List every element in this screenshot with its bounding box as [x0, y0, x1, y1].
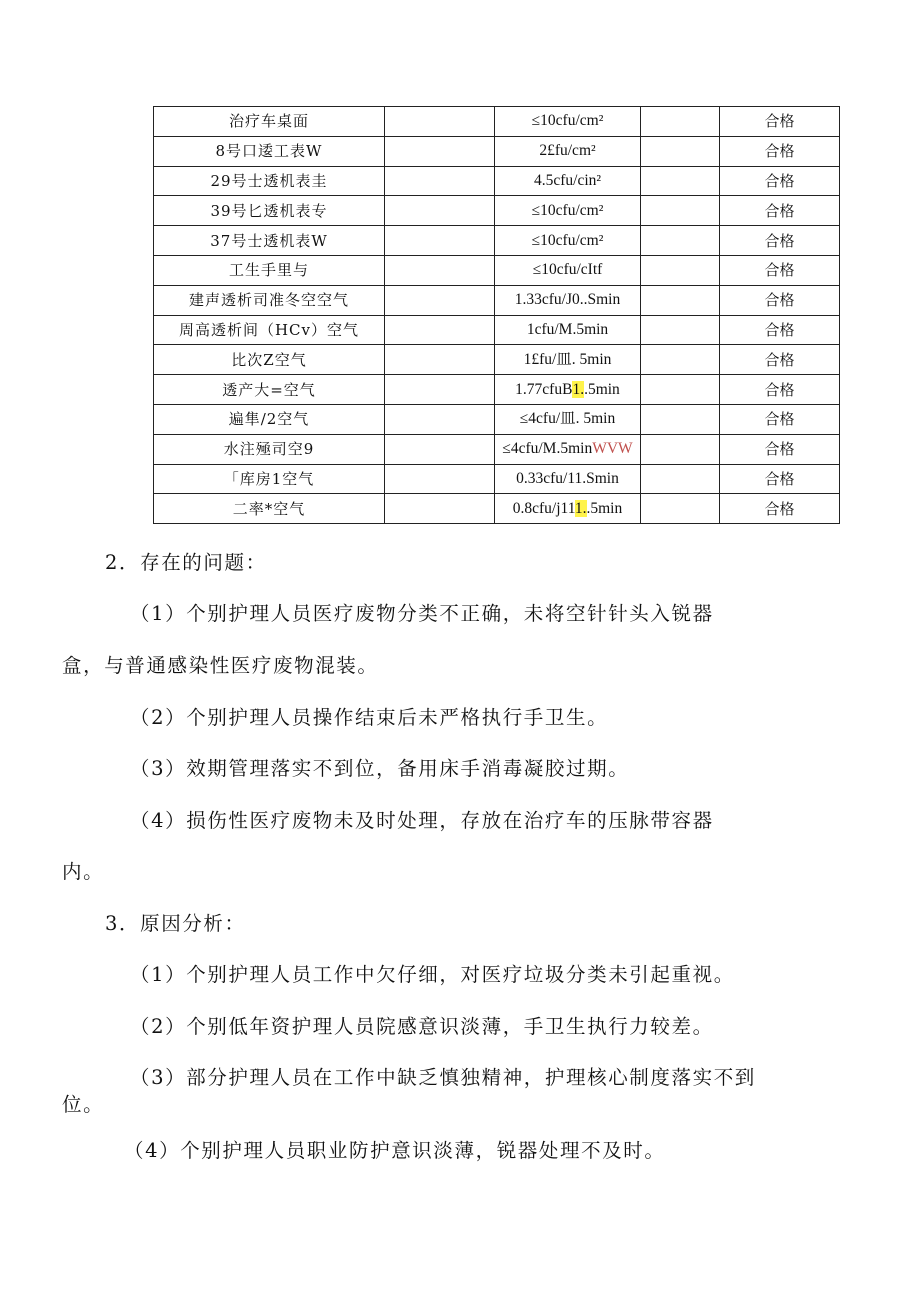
value-cell [495, 434, 641, 464]
table-row [154, 107, 840, 137]
result-cell: 合格 [720, 226, 840, 256]
table-row [154, 226, 840, 256]
value-cell: ≤10cfu/cm² [495, 107, 641, 137]
result-cell: 合格 [720, 196, 840, 226]
table-row [154, 404, 840, 434]
value-cell: ≤10cfu/cItf [495, 255, 641, 285]
empty-cell [641, 285, 720, 315]
cause-paragraph: （1）个别护理人员工作中欠仔细，对医疗垃圾分类未引起重视。 [130, 963, 735, 986]
item-cell: 「库房1空气 [154, 464, 385, 494]
table-row [154, 464, 840, 494]
value-cell: 1£fu/皿. 5min [495, 345, 641, 375]
empty-cell [385, 345, 495, 375]
item-cell: 39号匕透机表专 [154, 196, 385, 226]
empty-cell [385, 136, 495, 166]
result-cell: 合格 [720, 107, 840, 137]
value-cell: ≤10cfu/cm² [495, 196, 641, 226]
cause-paragraph: 位。 [62, 1093, 105, 1116]
item-cell: 周高透析间（HCv）空气 [154, 315, 385, 345]
highlight-mark: 1. [572, 380, 585, 398]
table-row [154, 196, 840, 226]
problem-paragraph: （4）损伤性医疗废物未及时处理，存放在治疗车的压脉带容器 [130, 809, 714, 832]
inspection-results-table [153, 106, 840, 524]
value-cell [495, 494, 641, 524]
red-mark: WVW [592, 440, 633, 458]
cause-paragraph: （3）部分护理人员在工作中缺乏慎独精神，护理核心制度落实不到 [130, 1066, 756, 1089]
empty-cell [385, 434, 495, 464]
table-row [154, 255, 840, 285]
result-cell: 合格 [720, 434, 840, 464]
item-cell: 工生手里与 [154, 255, 385, 285]
table-row [154, 494, 840, 524]
empty-cell [641, 464, 720, 494]
value-cell: ≤4cfu/皿. 5min [495, 404, 641, 434]
result-cell: 合格 [720, 375, 840, 405]
table-body [154, 107, 840, 524]
empty-cell [385, 464, 495, 494]
table-row [154, 345, 840, 375]
table-row [154, 166, 840, 196]
value-cell: 0.33cfu/11.Smin [495, 464, 641, 494]
problem-paragraph: （1）个别护理人员医疗废物分类不正确，未将空针针头入锐器 [130, 602, 714, 625]
empty-cell [385, 226, 495, 256]
result-cell: 合格 [720, 464, 840, 494]
result-cell: 合格 [720, 255, 840, 285]
empty-cell [641, 136, 720, 166]
empty-cell [641, 375, 720, 405]
empty-cell [385, 375, 495, 405]
value-cell: 1.33cfu/J0..Smin [495, 285, 641, 315]
table-row [154, 315, 840, 345]
empty-cell [385, 196, 495, 226]
item-cell: 建声透析司准冬空空气 [154, 285, 385, 315]
item-cell: 二率*空气 [154, 494, 385, 524]
empty-cell [641, 494, 720, 524]
problems-heading: 2．存在的问题： [105, 551, 267, 574]
item-cell: 透产大=空气 [154, 375, 385, 405]
empty-cell [385, 404, 495, 434]
item-cell: 29号士透机表圭 [154, 166, 385, 196]
cause-paragraph: （4）个别护理人员职业防护意识淡薄，锐器处理不及时。 [124, 1139, 666, 1162]
empty-cell [641, 434, 720, 464]
cause-paragraph: （2）个别低年资护理人员院感意识淡薄，手卫生执行力较差。 [130, 1015, 714, 1038]
result-cell: 合格 [720, 315, 840, 345]
empty-cell [641, 315, 720, 345]
result-cell: 合格 [720, 285, 840, 315]
result-cell: 合格 [720, 345, 840, 375]
causes-heading: 3．原因分析： [105, 912, 246, 935]
empty-cell [641, 404, 720, 434]
value-cell: ≤10cfu/cm² [495, 226, 641, 256]
item-cell: 水注殛司空9 [154, 434, 385, 464]
value-text: 1.77cfuB [515, 380, 573, 398]
item-cell: 37号士透机表W [154, 226, 385, 256]
value-text: .5min [586, 499, 623, 517]
value-text: 0.8cfu/j11 [512, 499, 575, 517]
problem-paragraph: 盒，与普通感染性医疗废物混装。 [62, 654, 379, 677]
empty-cell [385, 166, 495, 196]
empty-cell [641, 196, 720, 226]
empty-cell [385, 285, 495, 315]
table-row [154, 375, 840, 405]
value-cell [495, 375, 641, 405]
empty-cell [385, 315, 495, 345]
problem-paragraph: （3）效期管理落实不到位，备用床手消毒凝胶过期。 [130, 757, 630, 780]
table-row [154, 285, 840, 315]
value-text: .5min [584, 380, 620, 398]
empty-cell [641, 345, 720, 375]
value-text: ≤4cfu/M.5min [502, 440, 593, 458]
table-row [154, 136, 840, 166]
result-cell: 合格 [720, 166, 840, 196]
empty-cell [385, 255, 495, 285]
item-cell: 比次Z空气 [154, 345, 385, 375]
result-cell: 合格 [720, 404, 840, 434]
empty-cell [641, 166, 720, 196]
value-cell: 2£fu/cm² [495, 136, 641, 166]
empty-cell [385, 494, 495, 524]
highlight-mark: 1. [574, 499, 587, 517]
value-cell: 4.5cfu/cin² [495, 166, 641, 196]
result-cell: 合格 [720, 494, 840, 524]
empty-cell [641, 255, 720, 285]
table-row [154, 434, 840, 464]
item-cell: 8号口逶工表W [154, 136, 385, 166]
empty-cell [641, 226, 720, 256]
problem-paragraph: 内。 [62, 860, 105, 883]
value-cell: 1cfu/M.5min [495, 315, 641, 345]
empty-cell [641, 107, 720, 137]
empty-cell [385, 107, 495, 137]
item-cell: 治疗车桌面 [154, 107, 385, 137]
problem-paragraph: （2）个别护理人员操作结束后未严格执行手卫生。 [130, 706, 609, 729]
result-cell: 合格 [720, 136, 840, 166]
item-cell: 遍隼/2空气 [154, 404, 385, 434]
